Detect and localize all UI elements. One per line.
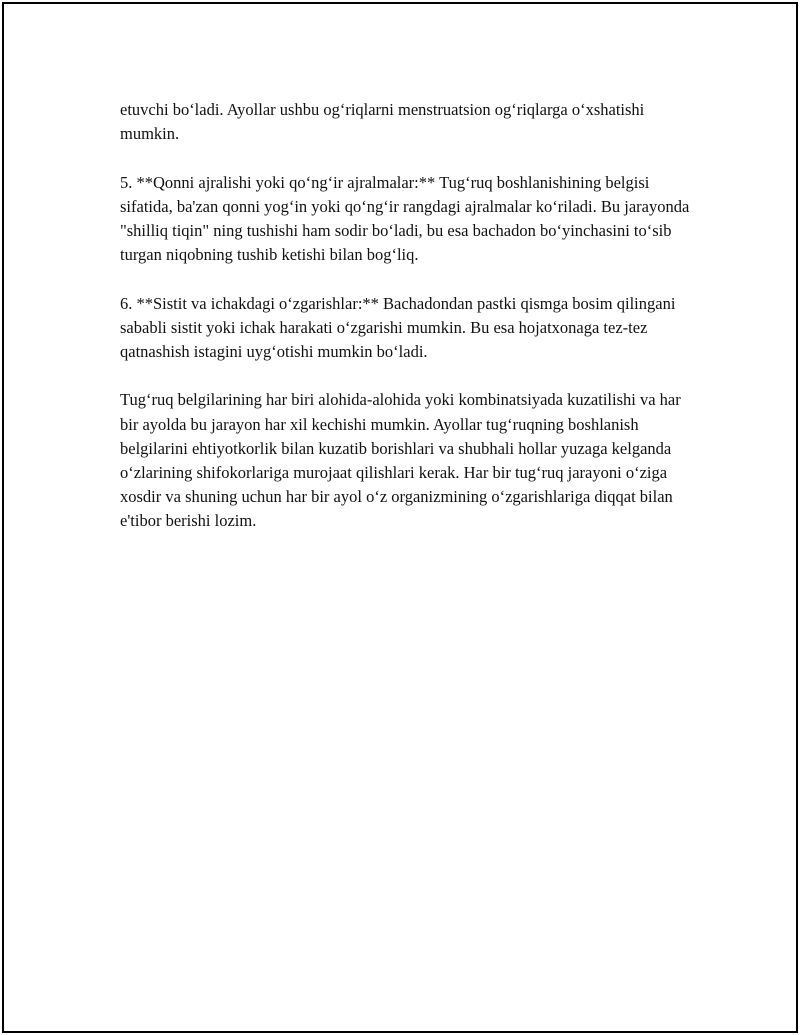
document-page [2,2,798,1033]
document-body [120,98,700,534]
paragraph-item-5: 5. **Qonni ajralishi yoki qo‘ng‘ir ajralmalar:** Tug‘ruq boshlanishining belgisi sifatida, ba'zan qonni yog‘in yoki qo‘ng‘ir rangdagi ajralmalar ko‘riladi. Bu jarayonda "shilliq tiqin" ning tushishi ham sodir bo‘ladi, bu esa bachadon bo‘yinchasini to‘sib turgan niqobning tushib ketishi bilan bog‘liq. [120,172,690,265]
paragraph-continuation: etuvchi bo‘ladi. Ayollar ushbu og‘riqlarni menstruatsion og‘riqlarga o‘xshatishi mumkin. [120,100,645,144]
paragraph-conclusion: Tug‘ruq belgilarining har biri alohida-alohida yoki kombinatsiyada kuzatilishi va har bir ayolda bu jarayon har xil kechishi mumkin. Ayollar tug‘ruqning boshlanish belgilarini ehtiyotkorlik bilan kuzatib borishlari va shubhali hollar yuzaga kelganda o‘zlarining shifokorlariga murojaat qilishlari kerak. Har bir tug‘ruq jarayoni o‘ziga xosdir va shuning uchun har bir ayol o‘z organizmining o‘zgarishlariga diqqat bilan e'tibor berishi lozim. [120,390,681,531]
paragraph-item-6: 6. **Sistit va ichakdagi o‘zgarishlar:** Bachadondan pastki qismga bosim qilingani sababli sistit yoki ichak harakati o‘zgarishi mumkin. Bu esa hojatxonaga tez-tez qatnashish istagini uyg‘otishi mumkin bo‘ladi. [120,293,676,361]
